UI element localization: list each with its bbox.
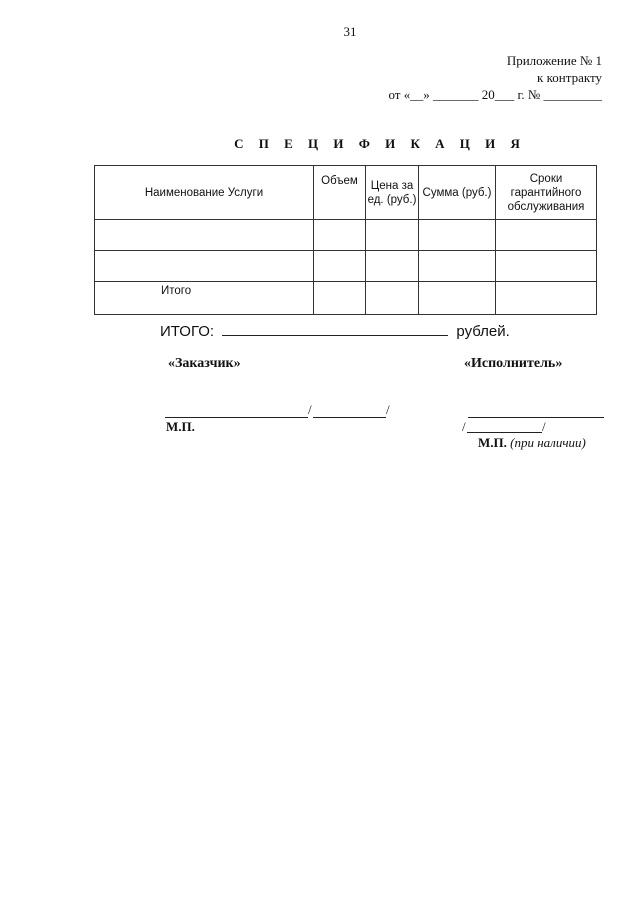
contractor-name-separator-left: / — [462, 419, 466, 434]
annex-contract-date-number: от «__» _______ 20___ г. № _________ — [388, 87, 602, 102]
header-volume: Объем — [314, 166, 366, 220]
annex-header — [388, 52, 602, 103]
table-cell[interactable] — [314, 251, 366, 282]
table-cell[interactable] — [366, 220, 419, 251]
contractor-stamp-mark: М.П. — [478, 435, 507, 450]
header-sum: Сумма (руб.) — [419, 166, 496, 220]
annex-title: Приложение № 1 — [506, 53, 602, 68]
customer-stamp-label: М.П. — [166, 419, 195, 434]
page-number: 31 — [343, 24, 357, 39]
contractor-name-line[interactable] — [467, 432, 542, 433]
table-total-row — [95, 282, 597, 315]
header-service-name: Наименование Услуги — [95, 166, 314, 220]
contractor-signature-line[interactable] — [468, 417, 604, 418]
grand-total — [160, 320, 510, 340]
contractor-name-separator-right: / — [542, 419, 546, 434]
party-customer: «Заказчик» — [168, 356, 241, 371]
party-contractor: «Исполнитель» — [464, 356, 563, 371]
grand-total-amount-field[interactable] — [222, 320, 448, 336]
specification-table — [94, 165, 597, 315]
table-cell[interactable] — [419, 251, 496, 282]
table-row — [95, 220, 597, 251]
header-unit-price: Цена за ед. (руб.) — [366, 166, 419, 220]
grand-total-label: ИТОГО: — [160, 323, 215, 340]
customer-name-separator: / — [386, 402, 390, 417]
customer-signature-separator: / — [308, 402, 312, 417]
table-cell[interactable] — [95, 251, 314, 282]
annex-contract-ref: к контракту — [537, 70, 602, 85]
customer-signature-line[interactable] — [165, 417, 308, 418]
contractor-stamp-note: (при наличии) — [510, 435, 586, 450]
header-warranty-terms: Сроки гарантийного обслуживания — [496, 166, 597, 220]
table-cell[interactable] — [314, 282, 366, 315]
grand-total-unit: рублей. — [456, 323, 510, 340]
table-cell[interactable] — [419, 282, 496, 315]
customer-name-line[interactable] — [313, 417, 386, 418]
table-cell[interactable] — [419, 220, 496, 251]
table-cell[interactable] — [314, 220, 366, 251]
table-cell[interactable] — [366, 282, 419, 315]
document-title: С П Е Ц И Ф И К А Ц И Я — [234, 136, 526, 151]
table-cell[interactable] — [95, 220, 314, 251]
table-cell[interactable] — [496, 251, 597, 282]
table-cell[interactable] — [496, 220, 597, 251]
table-header-row — [95, 166, 597, 220]
contractor-stamp-label — [478, 435, 586, 451]
total-row-label: Итого — [95, 282, 314, 315]
table-cell[interactable] — [366, 251, 419, 282]
table-row — [95, 251, 597, 282]
table-cell[interactable] — [496, 282, 597, 315]
